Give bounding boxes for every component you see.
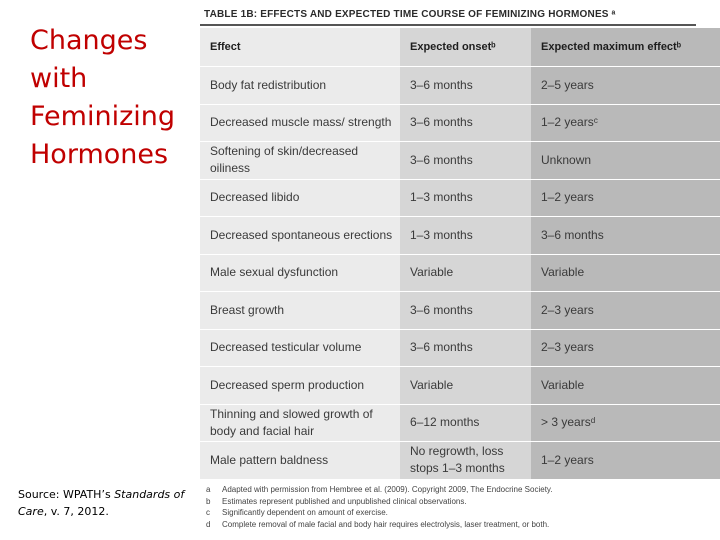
- onset-cell: 3–6 months: [400, 329, 531, 367]
- header-expected-onset: Expected onsetᵇ: [400, 28, 531, 67]
- onset-cell: 1–3 months: [400, 217, 531, 255]
- effect-cell: Softening of skin/decreased oiliness: [200, 142, 400, 180]
- source-title: Standards of Care: [18, 488, 185, 518]
- slide-title-line: Hormones: [30, 139, 169, 170]
- table-row: [200, 404, 720, 442]
- footnote: [206, 484, 696, 496]
- table-row: [200, 104, 720, 142]
- table-row: [200, 67, 720, 105]
- slide-title-line: Feminizing: [30, 101, 176, 132]
- header-expected-maximum-effect: Expected maximum effectᵇ: [531, 28, 720, 67]
- table-row: [200, 367, 720, 405]
- effects-table-figure: [200, 0, 700, 540]
- max-effect-cell: 2–3 years: [531, 329, 720, 367]
- footnote: [206, 496, 696, 508]
- source-suffix: , v. 7, 2012.: [43, 505, 109, 518]
- max-effect-cell: Unknown: [531, 142, 720, 180]
- effect-cell: Decreased spontaneous erections: [200, 217, 400, 255]
- source-citation: [18, 486, 198, 520]
- table-row: [200, 179, 720, 217]
- table-title-rule: [200, 24, 696, 26]
- table-row: [200, 254, 720, 292]
- table-header-row: [200, 28, 720, 67]
- max-effect-cell: Variable: [531, 254, 720, 292]
- max-effect-cell: > 3 yearsᵈ: [531, 404, 720, 442]
- effect-cell: Decreased sperm production: [200, 367, 400, 405]
- footnote-mark: a: [206, 485, 211, 494]
- table-row: [200, 142, 720, 180]
- max-effect-cell: Variable: [531, 367, 720, 405]
- onset-cell: Variable: [400, 367, 531, 405]
- onset-cell: 3–6 months: [400, 292, 531, 330]
- max-effect-cell: 1–2 yearsᶜ: [531, 104, 720, 142]
- footnote-text: Significantly dependent on amount of exercise.: [222, 508, 388, 517]
- header-effect: Effect: [200, 28, 400, 67]
- table-row: [200, 292, 720, 330]
- footnote-mark: d: [206, 519, 211, 529]
- footnote-mark: c: [206, 508, 210, 517]
- effect-cell: Decreased muscle mass/ strength: [200, 104, 400, 142]
- slide-title-line: Changes: [30, 25, 148, 56]
- effect-cell: Thinning and slowed growth of body and facial hair: [200, 404, 400, 442]
- table-row: [200, 442, 720, 479]
- onset-cell: 1–3 months: [400, 179, 531, 217]
- effect-cell: Decreased libido: [200, 179, 400, 217]
- footnote-text: Complete removal of male facial and body hair requires electrolysis, laser treatment, or both.: [222, 519, 550, 529]
- onset-cell: 3–6 months: [400, 142, 531, 180]
- max-effect-cell: 3–6 months: [531, 217, 720, 255]
- max-effect-cell: 1–2 years: [531, 179, 720, 217]
- footnote-text: Estimates represent published and unpublished clinical observations.: [222, 496, 467, 506]
- table-footnotes: [206, 484, 696, 530]
- footnote: [206, 507, 696, 519]
- footnote: [206, 519, 696, 531]
- onset-cell: 6–12 months: [400, 404, 531, 442]
- onset-cell: 3–6 months: [400, 67, 531, 105]
- max-effect-cell: 1–2 years: [531, 442, 720, 479]
- slide-title-line: with: [30, 63, 88, 94]
- effect-cell: Decreased testicular volume: [200, 329, 400, 367]
- effect-cell: Male pattern baldness: [200, 442, 400, 479]
- table-title: TABLE 1B: EFFECTS AND EXPECTED TIME COURSE OF FEMINIZING HORMONES ᵃ: [204, 9, 616, 20]
- table-row: [200, 329, 720, 367]
- max-effect-cell: 2–5 years: [531, 67, 720, 105]
- effect-cell: Male sexual dysfunction: [200, 254, 400, 292]
- effect-cell: Breast growth: [200, 292, 400, 330]
- footnote-text: Adapted with permission from Hembree et al. (2009). Copyright 2009, The Endocrine Society.: [222, 485, 553, 494]
- max-effect-cell: 2–3 years: [531, 292, 720, 330]
- onset-cell: 3–6 months: [400, 104, 531, 142]
- onset-cell: Variable: [400, 254, 531, 292]
- onset-cell: No regrowth, loss stops 1–3 months: [400, 442, 531, 479]
- effects-table: [200, 28, 720, 479]
- slide-title: [30, 22, 190, 174]
- source-prefix: Source: WPATH’s: [18, 488, 115, 501]
- footnote-mark: b: [206, 496, 211, 506]
- table-row: [200, 217, 720, 255]
- effect-cell: Body fat redistribution: [200, 67, 400, 105]
